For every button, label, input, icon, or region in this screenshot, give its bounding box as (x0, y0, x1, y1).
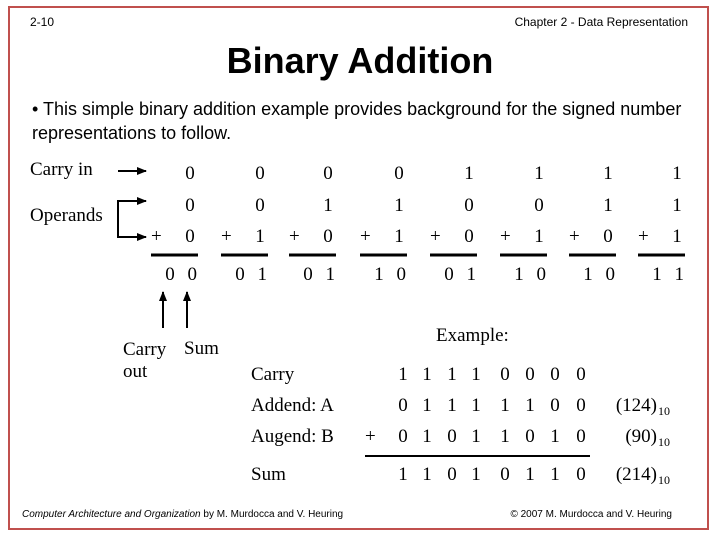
operand1-digit: 1 (394, 195, 404, 216)
footer-book-authors: by M. Murdocca and V. Heuring (200, 509, 344, 520)
example-bit: 0 (398, 395, 408, 416)
operand1-digit: 0 (185, 195, 195, 216)
plus-sign: + (500, 226, 511, 247)
operand2-digit: 0 (323, 226, 333, 247)
result-digits: 0 1 (235, 264, 271, 285)
operand2-digit: 0 (464, 226, 474, 247)
example-bit: 0 (447, 426, 457, 447)
footer-book-title: Computer Architecture and Organization (22, 509, 201, 520)
example-bit: 1 (525, 395, 535, 416)
example-bit: 0 (447, 464, 457, 485)
carry-in-digit: 1 (534, 163, 544, 184)
plus-sign: + (569, 226, 580, 247)
example-bit: 0 (500, 464, 510, 485)
carry-in-digit: 1 (672, 163, 682, 184)
example-row-label: Carry (251, 364, 295, 385)
operand1-digit: 0 (255, 195, 265, 216)
result-digits: 1 0 (374, 264, 410, 285)
operand1-digit: 0 (534, 195, 544, 216)
carry-in-digit: 0 (394, 163, 404, 184)
example-bit: 1 (550, 464, 560, 485)
example-bit: 0 (576, 426, 586, 447)
example-bit: 0 (500, 364, 510, 385)
decimal-number: (214) (615, 464, 657, 485)
example-bit: 1 (500, 426, 510, 447)
plus-sign: + (221, 226, 232, 247)
operand2-digit: 0 (603, 226, 613, 247)
plus-sign: + (151, 226, 162, 247)
example-bit: 1 (471, 464, 481, 485)
operand2-digit: 1 (534, 226, 544, 247)
example-bit: 0 (525, 364, 535, 385)
carry-in-digit: 0 (185, 163, 195, 184)
example-row-label: Augend: B (251, 426, 334, 447)
footer-book (22, 509, 343, 520)
example-plus-sign: + (365, 426, 376, 447)
example-row-label: Sum (251, 464, 286, 485)
operand1-digit: 1 (323, 195, 333, 216)
example-bit: 0 (550, 395, 560, 416)
example-bit: 1 (447, 395, 457, 416)
example-bit: 1 (422, 364, 432, 385)
decimal-number: (124) (615, 395, 657, 416)
example-bit: 1 (422, 426, 432, 447)
example-bit: 1 (471, 395, 481, 416)
slide-number: 2-10 (30, 15, 55, 29)
operands-label: Operands (30, 205, 103, 226)
example-bit: 0 (525, 426, 535, 447)
operand1-digit: 0 (464, 195, 474, 216)
example-bit: 0 (550, 364, 560, 385)
example-bit: 1 (471, 364, 481, 385)
example-bit: 1 (422, 464, 432, 485)
result-digits: 1 0 (583, 264, 619, 285)
chapter-title: Chapter 2 - Data Representation (514, 15, 688, 29)
result-digits: 1 1 (652, 264, 688, 285)
example-bit: 0 (576, 464, 586, 485)
plus-sign: + (360, 226, 371, 247)
operand2-digit: 1 (255, 226, 265, 247)
bullet-text: • This simple binary addition example provides background for the signed number representations to follow. (32, 99, 682, 143)
plus-sign: + (289, 226, 300, 247)
result-digits: 1 0 (514, 264, 550, 285)
result-digits: 0 0 (165, 264, 201, 285)
operand2-digit: 1 (672, 226, 682, 247)
example-bit: 1 (471, 426, 481, 447)
carry-in-digit: 1 (603, 163, 613, 184)
carry-in-label: Carry in (30, 159, 93, 180)
operand1-digit: 1 (672, 195, 682, 216)
operands-bracket (118, 201, 127, 237)
operand2-digit: 1 (394, 226, 404, 247)
decimal-base-subscript: 10 (658, 404, 670, 418)
plus-sign: + (638, 226, 649, 247)
decimal-base-subscript: 10 (658, 435, 670, 449)
decimal-number: (90) (625, 426, 657, 447)
example-bit: 1 (398, 364, 408, 385)
example-bit: 0 (576, 395, 586, 416)
decimal-base-subscript: 10 (658, 473, 670, 487)
example-row-label: Addend: A (251, 395, 334, 416)
sum-label: Sum (184, 338, 219, 359)
example-bit: 0 (576, 364, 586, 385)
operand2-digit: 0 (185, 226, 195, 247)
result-digits: 0 1 (303, 264, 339, 285)
carry-in-digit: 0 (255, 163, 265, 184)
example-bit: 1 (500, 395, 510, 416)
example-heading: Example: (436, 325, 509, 346)
result-digits: 0 1 (444, 264, 480, 285)
example-bit: 0 (398, 426, 408, 447)
carry-in-digit: 0 (323, 163, 333, 184)
example-bit: 1 (398, 464, 408, 485)
example-bit: 1 (422, 395, 432, 416)
example-bit: 1 (447, 364, 457, 385)
carry-in-digit: 1 (464, 163, 474, 184)
example-bit: 1 (525, 464, 535, 485)
slide-title: Binary Addition (226, 40, 494, 81)
plus-sign: + (430, 226, 441, 247)
example-bit: 1 (550, 426, 560, 447)
operand1-digit: 1 (603, 195, 613, 216)
carry-out-label-line1: Carry (123, 339, 167, 360)
footer-copyright: © 2007 M. Murdocca and V. Heuring (510, 509, 672, 520)
carry-out-label-line2: out (123, 361, 148, 382)
